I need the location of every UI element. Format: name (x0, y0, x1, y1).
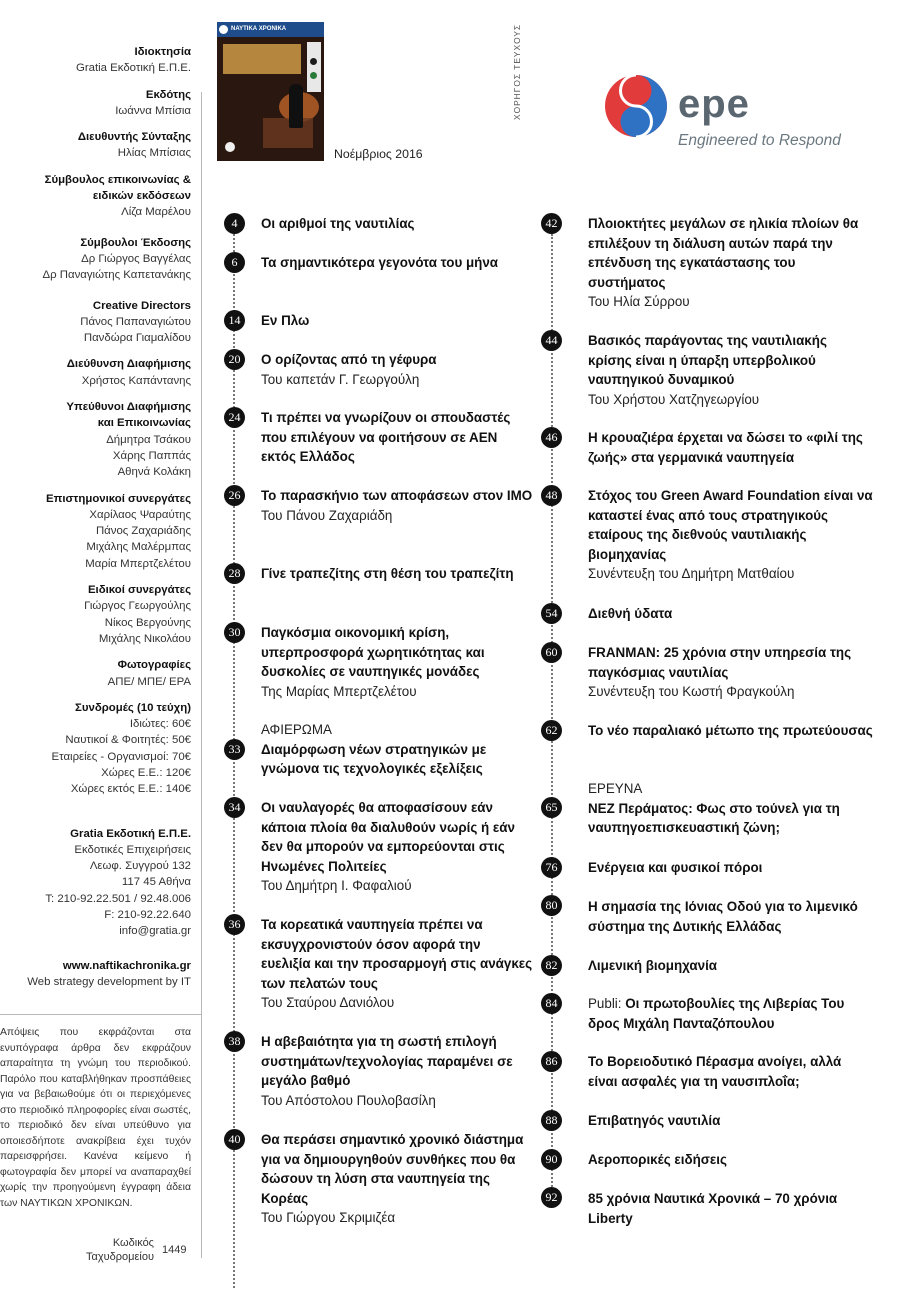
page-number: 60 (541, 642, 562, 663)
masthead-group (0, 399, 191, 480)
page-number: 54 (541, 603, 562, 624)
masthead-role: Σύμβουλος επικοινωνίας & ειδικών εκδόσεων (44, 173, 191, 203)
page-number: 14 (224, 310, 245, 331)
toc-title: Γίνε τραπεζίτης στη θέση του τραπεζίτη (261, 566, 514, 581)
masthead-person: Ιδιώτες: 60€ (129, 718, 191, 731)
masthead-person: Ηλίας Μπίσιας (117, 147, 191, 160)
toc-title: ΝΕΖ Περάματος: Φως στο τούνελ για τη ναυπηγοεπισκευαστική ζώνη; (588, 800, 840, 835)
masthead-role: Διεύθυνση Διαφήμισης (66, 358, 191, 371)
masthead-role: Επιστημονικοί συνεργάτες (46, 492, 191, 505)
masthead-group (0, 657, 191, 690)
toc-entry[interactable] (261, 798, 533, 896)
masthead-person: Χώρες Ε.Ε.: 120€ (101, 766, 191, 779)
sponsor-name: epe (678, 82, 750, 126)
toc-author: Του Γιώργου Σκριμιζέα (261, 1210, 396, 1225)
toc-entry[interactable] (261, 311, 533, 331)
toc-entry[interactable] (261, 720, 533, 779)
toc-title: Η σημασία της Ιόνιας Οδού για το λιμενικό σύστημα της Δυτικής Ελλάδας (588, 899, 858, 934)
toc-title: Θα περάσει σημαντικό χρονικό διάστημα για να δημιουργηθούν συνθήκες που θα δώσουν τη λύση στα ναυπηγεία της Κορέας (261, 1132, 524, 1206)
masthead-person: Αθηνά Κολάκη (117, 466, 191, 479)
masthead-person: Χώρες εκτός Ε.Ε.: 140€ (70, 783, 191, 796)
page-number: 44 (541, 330, 562, 351)
toc-entry[interactable] (261, 564, 533, 584)
toc-author: Συνέντευξη του Κωστή Φραγκούλη (588, 684, 795, 699)
toc-title: Οι αριθμοί της ναυτιλίας (261, 216, 415, 231)
toc-entry[interactable] (261, 1032, 533, 1110)
masthead-role: Εκδότης (145, 88, 191, 101)
epe-logo-icon (604, 74, 668, 138)
toc-entry[interactable] (588, 779, 873, 838)
sponsor-label: ΧΟΡΗΓΟΣ ΤΕΥΧΟΥΣ (512, 23, 522, 120)
masthead-group (0, 129, 191, 162)
toc-author: Του Σταύρου Δανιόλου (261, 995, 395, 1010)
toc-author: Του Πάνου Ζαχαριάδη (261, 507, 393, 523)
toc-author: Συνέντευξη του Δημήτρη Ματθαίου (588, 566, 795, 581)
page-number: 26 (224, 485, 245, 506)
website-credit: Web strategy development by IT (27, 975, 191, 988)
publisher-line: Εκδοτικές Επιχειρήσεις (74, 843, 191, 856)
toc-author: Του Δημήτρη Ι. Φαφαλιού (261, 878, 412, 893)
masthead-group (0, 87, 191, 120)
toc-title: Οι πρωτοβουλίες της Λιβερίας Του δρος Μιχάλη Πανταζόπουλου (588, 996, 845, 1031)
toc-title: 85 χρόνια Ναυτικά Χρονικά – 70 χρόνια Liberty (588, 1191, 838, 1226)
masthead-person: Εταιρείες - Οργανισμοί: 70€ (51, 750, 191, 763)
toc-title: Το παρασκήνιο των αποφάσεων στον ΙΜΟ (261, 488, 533, 503)
toc-section: Publi: (588, 996, 622, 1011)
masthead-group (0, 172, 191, 221)
toc-entry[interactable] (261, 915, 533, 1013)
website-info (0, 958, 191, 991)
page-number: 28 (224, 563, 245, 584)
page-number: 20 (224, 349, 245, 370)
toc-entry[interactable] (261, 486, 533, 525)
masthead-role: Συνδρομές (10 τεύχη) (75, 701, 191, 714)
toc-title: Διεθνή ύδατα (588, 606, 673, 621)
cover-mark (225, 142, 235, 152)
masthead-person: Λίζα Μαρέλου (121, 206, 191, 219)
page-number: 86 (541, 1051, 562, 1072)
page-number: 42 (541, 213, 562, 234)
page-number: 6 (224, 252, 245, 273)
toc-title: Παγκόσμια οικονομική κρίση, υπερπροσφορά χωρητικότητας και δυσκολίες σε ναυπηγικές μονάδες (261, 625, 485, 679)
publisher-line: 117 45 Αθήνα (121, 876, 191, 889)
toc-entry[interactable] (588, 1052, 873, 1091)
masthead-person: Νίκος Βεργούνης (104, 616, 191, 629)
toc-title: Επιβατηγός ναυτιλία (588, 1113, 721, 1128)
cover-dot (310, 58, 317, 65)
publisher-email[interactable]: info@gratia.gr (119, 925, 191, 938)
cover-title: ΝΑΥΤΙΚΑ ΧΡΟΝΙΚΑ (217, 22, 324, 37)
toc-entry[interactable] (588, 428, 873, 467)
toc-title: Η αβεβαιότητα για τη σωστή επιλογή συστημάτων/τεχνολογίας παραμένει σε μεγάλο βαθμό (261, 1034, 513, 1088)
toc-entry[interactable] (588, 1111, 873, 1131)
page-number: 48 (541, 485, 562, 506)
toc-entry[interactable] (588, 486, 873, 584)
toc-section: ΑΦΙΕΡΩΜΑ (261, 722, 332, 737)
toc-title: Ενέργεια και φυσικοί πόροι (588, 860, 763, 875)
publisher-info (0, 826, 191, 940)
page-number: 62 (541, 720, 562, 741)
page-number: 92 (541, 1187, 562, 1208)
masthead-role: Ειδικοί συνεργάτες (87, 584, 191, 597)
toc-author: Του Ηλία Σύρρου (588, 294, 690, 309)
toc-title: Αεροπορικές ειδήσεις (588, 1152, 727, 1167)
page-number: 34 (224, 797, 245, 818)
divider (0, 1014, 201, 1015)
cover-figure (289, 84, 303, 128)
masthead-person: Γιώργος Γεωργούλης (84, 600, 191, 613)
publisher-line: F: 210-92.22.640 (104, 909, 191, 922)
toc-entry[interactable] (261, 350, 533, 389)
page-number: 38 (224, 1031, 245, 1052)
website-url[interactable]: www.naftikachronika.gr (62, 959, 191, 972)
masthead-person: Μιχάλης Μαλέρμπας (86, 541, 191, 554)
masthead-group (0, 491, 191, 572)
masthead-group (0, 356, 191, 389)
masthead-role: Υπεύθυνοι Διαφήμισης και Επικοινωνίας (66, 401, 191, 430)
postal-code: 1449 (162, 1244, 187, 1256)
toc-author: Της Μαρίας Μπερτζελέτου (261, 683, 417, 699)
page-number: 88 (541, 1110, 562, 1131)
magazine-cover (217, 22, 324, 161)
masthead-role: Ιδιοκτησία (134, 46, 191, 58)
cover-headline-block (223, 44, 301, 74)
masthead-role: Διευθυντής Σύνταξης (77, 131, 191, 144)
masthead-person: Χαρίλαος Ψαραύτης (89, 508, 191, 521)
toc-title: Βασικός παράγοντας της ναυτιλιακής κρίσης είναι η ύπαρξη υπερβολικού ναυπηγικού δυναμικού (588, 333, 827, 387)
page-number: 84 (541, 993, 562, 1014)
masthead-person: ΑΠΕ/ ΜΠΕ/ EPA (107, 675, 191, 688)
masthead-person: Πάνος Ζαχαριάδης (95, 525, 191, 538)
masthead-role: Φωτογραφίες (117, 659, 191, 672)
masthead-group (0, 44, 191, 77)
toc-title: Διαμόρφωση νέων στρατηγικών με γνώμονα τις τεχνολογικές εξελίξεις (261, 741, 487, 776)
toc-title: Η κρουαζιέρα έρχεται να δώσει το «φιλί της ζωής» στα γερμανικά ναυπηγεία (588, 430, 863, 465)
publisher-name: Gratia Εκδοτική Ε.Π.Ε. (70, 827, 191, 840)
toc-entry[interactable] (261, 1130, 533, 1228)
toc-entry[interactable] (588, 604, 873, 624)
toc-entry[interactable] (588, 956, 873, 976)
cover-glow (263, 118, 313, 148)
toc-title: FRANMAN: 25 χρόνια στην υπηρεσία της παγκόσμιας ναυτιλίας (588, 645, 852, 680)
toc-title: Τα κορεατικά ναυπηγεία πρέπει να εκσυγχρονιστούν όσον αφορά την ευελιξία και την προσαρμογή στις ανάγκες των πελατών τους (261, 917, 533, 991)
issue-date: Νοέμβριος 2016 (334, 147, 423, 161)
page-number: 24 (224, 407, 245, 428)
toc-title: Το Βορειοδυτικό Πέρασμα ανοίγει, αλλά είναι ασφαλές για τη ναυσιπλοΐα; (588, 1054, 842, 1089)
toc-title: Τι πρέπει να γνωρίζουν οι σπουδαστές που επιλέγουν να φοιτήσουν σε ΑΕΝ εκτός Ελλάδος (261, 410, 511, 464)
masthead-person: Μαρία Μπερτζελέτου (85, 557, 191, 570)
masthead-person: Χάρης Παππάς (112, 449, 191, 462)
masthead-group (0, 235, 191, 284)
toc-author: Του καπετάν Γ. Γεωργούλη (261, 371, 420, 387)
toc-entry[interactable] (261, 623, 533, 701)
masthead-person: Gratia Εκδοτική Ε.Π.Ε. (76, 62, 191, 75)
page-number: 4 (224, 213, 245, 234)
postal-label: Κωδικός Ταχυδρομείου (86, 1237, 154, 1263)
toc-entry[interactable] (588, 1150, 873, 1170)
toc-title: Εν Πλω (261, 313, 310, 328)
toc-title: Πλοιοκτήτες μεγάλων σε ηλικία πλοίων θα επιλέξουν τη διάλυση αυτών παρά την επένδυση της εγκατάστασης του συστήματος (588, 216, 859, 290)
page-number: 36 (224, 914, 245, 935)
masthead (0, 44, 191, 1000)
page-number: 90 (541, 1149, 562, 1170)
masthead-person: Δρ Γιώργος Βαγγέλας (81, 252, 191, 265)
toc-title: Οι ναυλαγορές θα αποφασίσουν εάν κάποια πλοία θα διαλυθούν νωρίς ή εάν δεν θα μπορούν να εμπορεύονται στις Ηνωμένες Πολιτείες (261, 800, 515, 874)
toc-title: Στόχος του Green Award Foundation είναι να καταστεί ένας από τους στρατηγικούς εταίρους της διεθνούς ναυτιλιακής βιομηχανίας (588, 488, 873, 562)
cover-sidebar (307, 42, 321, 92)
page-number: 82 (541, 955, 562, 976)
toc-entry[interactable] (588, 897, 873, 936)
cover-dot (310, 72, 317, 79)
toc-entry[interactable] (588, 1189, 873, 1228)
masthead-person: Δήμητρα Τσάκου (106, 433, 191, 446)
page-number: 40 (224, 1129, 245, 1150)
masthead-person: Ναυτικοί & Φοιτητές: 50€ (65, 734, 191, 747)
disclaimer: Απόψεις που εκφράζονται στα ενυπόγραφα άρθρα δεν εκφράζουν απαραίτητα τη γνώμη του περιοδικού. Παρόλο που καταβλήθηκαν προσπάθειες για να βεβαιωθούμε ότι οι περιεχόμενες στο περιοδικό πληροφορίες είναι σωστές, το περιοδικό δεν είναι υπεύθυνο για οποιεσδήποτε ανακρίβεια έχει τυχόν παρεισφρήσει. Κανένα κείμενο ή φωτογραφία δεν μπορεί να αναπαραχθεί χωρίς την προηγούμενη έγγραφη άδεια των ΝΑΥΤΙΚΩΝ ΧΡΟΝΙΚΩΝ. (0, 1027, 191, 1209)
toc-entry[interactable] (261, 408, 533, 467)
masthead-person: Ιωάννα Μπίσια (115, 104, 191, 117)
masthead-person: Μιχάλης Νικολάου (98, 632, 191, 645)
masthead-person: Πανδώρα Γιαμαλίδου (83, 332, 191, 345)
toc-entry[interactable] (588, 721, 873, 741)
toc-entry[interactable] (588, 994, 873, 1033)
sponsor-tagline: Engineered to Respond (678, 132, 841, 149)
publisher-line: T: 210-92.22.501 / 92.48.006 (45, 892, 191, 905)
toc-title: Λιμενική βιομηχανία (588, 958, 718, 973)
toc-entry[interactable] (588, 643, 873, 702)
toc-entry[interactable] (588, 331, 873, 409)
toc-author: Του Χρήστου Χατζηγεωργίου (588, 391, 760, 407)
publisher-line: Λεωφ. Συγγρού 132 (89, 860, 191, 873)
toc-title: Το νέο παραλιακό μέτωπο της πρωτεύουσας (588, 723, 873, 738)
logo-icon (219, 25, 228, 34)
toc-entry[interactable] (588, 214, 873, 312)
toc-entry[interactable] (261, 214, 533, 234)
toc-entry[interactable] (261, 253, 533, 273)
page-number: 80 (541, 895, 562, 916)
page-number: 30 (224, 622, 245, 643)
divider (201, 92, 202, 1258)
toc-section: ΕΡΕΥΝΑ (588, 781, 643, 796)
toc-author: Του Απόστολου Πουλοβασίλη (261, 1092, 436, 1108)
toc-title: Ο ορίζοντας από τη γέφυρα (261, 352, 437, 367)
masthead-role: Creative Directors (92, 299, 191, 312)
masthead-person: Χρήστος Καπάντανης (81, 374, 191, 387)
toc-title: Τα σημαντικότερα γεγονότα του μήνα (261, 255, 499, 270)
masthead-group (0, 298, 191, 347)
masthead-person: Πάνος Παπαναγιώτου (80, 315, 191, 328)
page-number: 46 (541, 427, 562, 448)
masthead-group (0, 700, 191, 798)
masthead-person: Δρ Παναγιώτης Καπετανάκης (42, 269, 191, 282)
page-number: 76 (541, 857, 562, 878)
masthead-group (0, 582, 191, 647)
toc-entry[interactable] (588, 858, 873, 878)
masthead-role: Σύμβουλοι Έκδοσης (80, 236, 191, 249)
page-number: 65 (541, 797, 562, 818)
page-number: 33 (224, 739, 245, 760)
